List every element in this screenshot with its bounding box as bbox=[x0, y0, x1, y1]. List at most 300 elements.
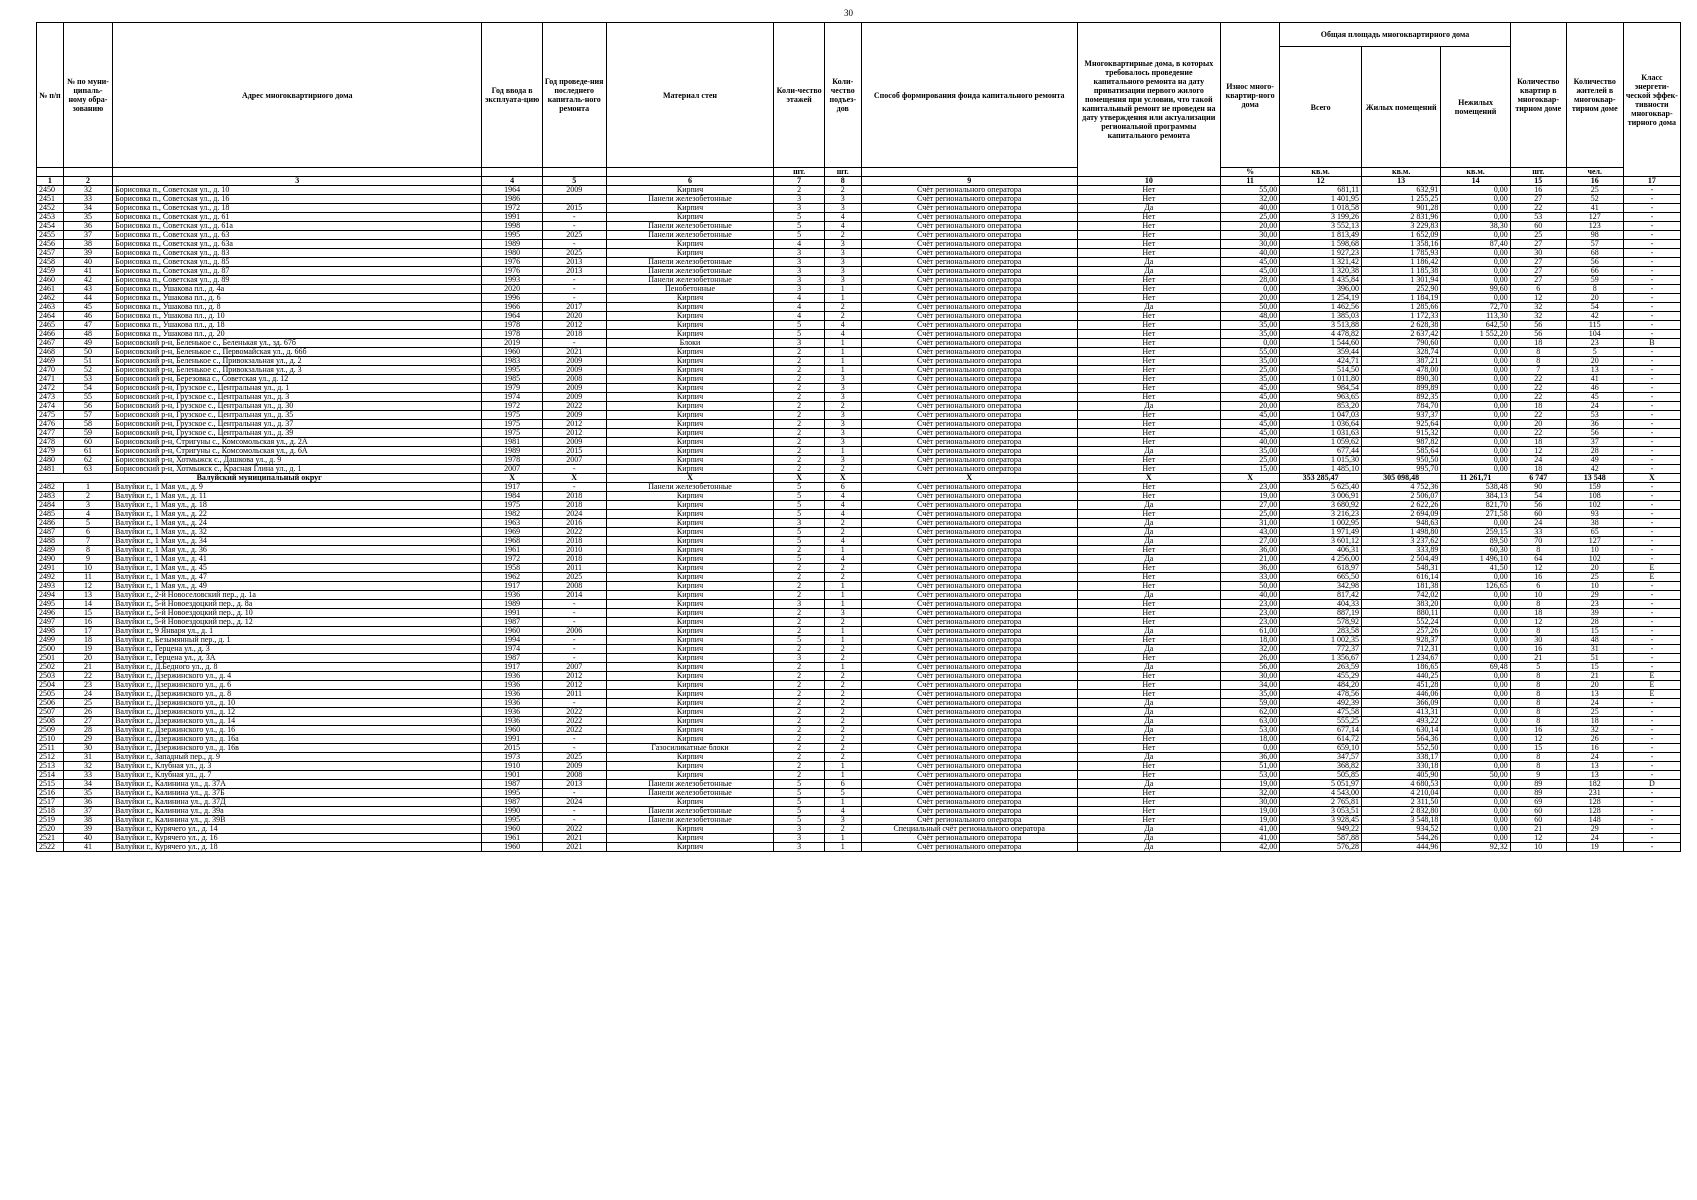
cell-apartments: 6 bbox=[1510, 582, 1566, 591]
table-row bbox=[37, 735, 1681, 744]
cell-fund-method: Счёт регионального оператора bbox=[861, 393, 1077, 402]
cell-entrances: 1 bbox=[824, 294, 861, 303]
table-row bbox=[37, 285, 1681, 294]
cell-fund-method: Счёт регионального оператора bbox=[861, 735, 1077, 744]
cell-residents: 18 bbox=[1566, 717, 1623, 726]
cell-wear-percent: 50,00 bbox=[1220, 303, 1279, 312]
cell-wear-percent: 55,00 bbox=[1220, 186, 1279, 195]
cell-energy-class: - bbox=[1623, 456, 1680, 465]
cell-last-repair-year: 2008 bbox=[542, 582, 606, 591]
cell-fund-method: Счёт регионального оператора bbox=[861, 465, 1077, 474]
cell-fund-method: Счёт регионального оператора bbox=[861, 375, 1077, 384]
cell-floors: 2 bbox=[774, 672, 824, 681]
table-row bbox=[37, 753, 1681, 762]
cell-repair-required: Нет bbox=[1077, 321, 1220, 330]
cell-apartments: 33 bbox=[1510, 528, 1566, 537]
cell-energy-class: - bbox=[1623, 744, 1680, 753]
cell-year-built: 1991 bbox=[482, 735, 542, 744]
cell-row-number: 2521 bbox=[37, 834, 64, 843]
cell-wear-percent: 25,00 bbox=[1220, 213, 1279, 222]
cell-last-repair-year: - bbox=[542, 636, 606, 645]
cell-area-total: 1 485,10 bbox=[1280, 465, 1362, 474]
cell-energy-class: - bbox=[1623, 537, 1680, 546]
cell-entrances: 2 bbox=[824, 312, 861, 321]
table-row bbox=[37, 771, 1681, 780]
cell-area-total: 3 552,13 bbox=[1280, 222, 1362, 231]
cell-last-repair-year: - bbox=[542, 213, 606, 222]
cell-wear-percent: 40,00 bbox=[1220, 249, 1279, 258]
cell-area-total: 2 765,81 bbox=[1280, 798, 1362, 807]
cell-area-residential: 257,26 bbox=[1361, 627, 1440, 636]
cell-fund-method: Счёт регионального оператора bbox=[861, 195, 1077, 204]
cell-apartments: 20 bbox=[1510, 420, 1566, 429]
cell-floors: 3 bbox=[774, 339, 824, 348]
cell-year-built: 1966 bbox=[482, 303, 542, 312]
cell-repair-required: Нет bbox=[1077, 510, 1220, 519]
table-row bbox=[37, 330, 1681, 339]
cell-fund-method: Счёт регионального оператора bbox=[861, 258, 1077, 267]
cell-energy-class: - bbox=[1623, 528, 1680, 537]
cell-area-nonresidential: 1 552,20 bbox=[1441, 330, 1510, 339]
cell-municipal-number: 15 bbox=[63, 609, 112, 618]
cell-municipal-number: 44 bbox=[63, 294, 112, 303]
cell-entrances: 4 bbox=[824, 321, 861, 330]
cell-area-nonresidential: 0,00 bbox=[1441, 195, 1510, 204]
cell-residents: 16 bbox=[1566, 744, 1623, 753]
cell-energy-class: Е bbox=[1623, 564, 1680, 573]
cell-area-nonresidential: 0,00 bbox=[1441, 366, 1510, 375]
cell-address: Борисовский р-н, Стригуны с., Комсомольская ул., д. 6А bbox=[113, 447, 482, 456]
cell-year-built: 1985 bbox=[482, 375, 542, 384]
cell-repair-required: Да bbox=[1077, 267, 1220, 276]
cell-area-residential: 544,26 bbox=[1361, 834, 1440, 843]
cell-area-total: 4 256,00 bbox=[1280, 555, 1362, 564]
group-cell: X bbox=[482, 474, 542, 483]
cell-wear-percent: 45,00 bbox=[1220, 393, 1279, 402]
unit-residents: чел. bbox=[1566, 168, 1623, 177]
cell-residents: 52 bbox=[1566, 195, 1623, 204]
cell-apartments: 8 bbox=[1510, 348, 1566, 357]
cell-residents: 29 bbox=[1566, 591, 1623, 600]
cell-area-total: 514,50 bbox=[1280, 366, 1362, 375]
cell-wear-percent: 56,00 bbox=[1220, 663, 1279, 672]
cell-wear-percent: 63,00 bbox=[1220, 717, 1279, 726]
cell-entrances: 2 bbox=[824, 717, 861, 726]
header-energy-class: Класс энергети-ческой эффек-тивности многоквар-тирного дома bbox=[1623, 23, 1680, 177]
cell-area-total: 618,97 bbox=[1280, 564, 1362, 573]
cell-floors: 5 bbox=[774, 816, 824, 825]
cell-energy-class: - bbox=[1623, 330, 1680, 339]
cell-repair-required: Нет bbox=[1077, 573, 1220, 582]
table-row bbox=[37, 357, 1681, 366]
cell-area-nonresidential: 0,00 bbox=[1441, 267, 1510, 276]
cell-apartments: 8 bbox=[1510, 690, 1566, 699]
cell-last-repair-year: 2022 bbox=[542, 528, 606, 537]
column-number: 7 bbox=[774, 177, 824, 186]
cell-municipal-number: 25 bbox=[63, 699, 112, 708]
cell-municipal-number: 32 bbox=[63, 762, 112, 771]
cell-residents: 13 bbox=[1566, 690, 1623, 699]
cell-residents: 123 bbox=[1566, 222, 1623, 231]
cell-address: Валуйки г., 1 Мая ул., д. 32 bbox=[113, 528, 482, 537]
cell-wall-material: Кирпич bbox=[606, 771, 774, 780]
cell-area-residential: 1 301,94 bbox=[1361, 276, 1440, 285]
cell-residents: 13 bbox=[1566, 762, 1623, 771]
cell-year-built: 2020 bbox=[482, 285, 542, 294]
cell-area-nonresidential: 0,00 bbox=[1441, 249, 1510, 258]
cell-area-total: 1 598,68 bbox=[1280, 240, 1362, 249]
cell-wall-material: Кирпич bbox=[606, 735, 774, 744]
cell-address: Борисовка п., Ушакова пл., д. 18 bbox=[113, 321, 482, 330]
table-row bbox=[37, 762, 1681, 771]
cell-address: Валуйки г., 1 Мая ул., д. 11 bbox=[113, 492, 482, 501]
table-row bbox=[37, 546, 1681, 555]
cell-row-number: 2465 bbox=[37, 321, 64, 330]
cell-apartments: 27 bbox=[1510, 267, 1566, 276]
cell-fund-method: Счёт регионального оператора bbox=[861, 510, 1077, 519]
cell-fund-method: Счёт регионального оператора bbox=[861, 834, 1077, 843]
cell-entrances: 2 bbox=[824, 465, 861, 474]
cell-floors: 2 bbox=[774, 645, 824, 654]
cell-residents: 10 bbox=[1566, 582, 1623, 591]
cell-row-number: 2486 bbox=[37, 519, 64, 528]
cell-fund-method: Счёт регионального оператора bbox=[861, 438, 1077, 447]
cell-residents: 25 bbox=[1566, 573, 1623, 582]
cell-area-residential: 712,31 bbox=[1361, 645, 1440, 654]
cell-apartments: 32 bbox=[1510, 303, 1566, 312]
cell-wall-material: Кирпич bbox=[606, 591, 774, 600]
cell-wear-percent: 0,00 bbox=[1220, 285, 1279, 294]
cell-last-repair-year: - bbox=[542, 699, 606, 708]
cell-area-residential: 1 255,25 bbox=[1361, 195, 1440, 204]
cell-energy-class: - bbox=[1623, 258, 1680, 267]
cell-wall-material: Кирпич bbox=[606, 825, 774, 834]
table-row bbox=[37, 411, 1681, 420]
cell-repair-required: Нет bbox=[1077, 807, 1220, 816]
cell-repair-required: Нет bbox=[1077, 465, 1220, 474]
cell-energy-class: - bbox=[1623, 654, 1680, 663]
cell-area-residential: 784,70 bbox=[1361, 402, 1440, 411]
cell-area-residential: 2 622,26 bbox=[1361, 501, 1440, 510]
column-number: 9 bbox=[861, 177, 1077, 186]
cell-wear-percent: 19,00 bbox=[1220, 807, 1279, 816]
cell-area-total: 1 031,63 bbox=[1280, 429, 1362, 438]
cell-energy-class: - bbox=[1623, 231, 1680, 240]
cell-last-repair-year: 2013 bbox=[542, 267, 606, 276]
cell-energy-class: - bbox=[1623, 213, 1680, 222]
cell-wear-percent: 50,00 bbox=[1220, 582, 1279, 591]
cell-area-total: 1 813,49 bbox=[1280, 231, 1362, 240]
cell-energy-class: - bbox=[1623, 501, 1680, 510]
table-row bbox=[37, 492, 1681, 501]
cell-year-built: 1960 bbox=[482, 825, 542, 834]
cell-address: Валуйки г., Калинина ул., д. 37А bbox=[113, 780, 482, 789]
cell-address: Валуйки г., Курячего ул., д. 14 bbox=[113, 825, 482, 834]
cell-residents: 13 bbox=[1566, 771, 1623, 780]
cell-wear-percent: 33,00 bbox=[1220, 573, 1279, 582]
column-numbers-row bbox=[37, 177, 1681, 186]
cell-area-total: 263,59 bbox=[1280, 663, 1362, 672]
cell-year-built: 1981 bbox=[482, 438, 542, 447]
cell-fund-method: Счёт регионального оператора bbox=[861, 672, 1077, 681]
cell-residents: 31 bbox=[1566, 645, 1623, 654]
table-row bbox=[37, 186, 1681, 195]
cell-energy-class: - bbox=[1623, 411, 1680, 420]
cell-address: Валуйки г., 1 Мая ул., д. 45 bbox=[113, 564, 482, 573]
cell-row-number: 2451 bbox=[37, 195, 64, 204]
cell-wall-material: Кирпич bbox=[606, 717, 774, 726]
cell-year-built: 1958 bbox=[482, 564, 542, 573]
cell-fund-method: Счёт регионального оператора bbox=[861, 204, 1077, 213]
cell-municipal-number: 34 bbox=[63, 204, 112, 213]
group-cell: X bbox=[1623, 474, 1680, 483]
cell-wear-percent: 28,00 bbox=[1220, 276, 1279, 285]
cell-municipal-number: 39 bbox=[63, 825, 112, 834]
cell-year-built: 1960 bbox=[482, 348, 542, 357]
cell-apartments: 8 bbox=[1510, 357, 1566, 366]
cell-area-nonresidential: 0,00 bbox=[1441, 456, 1510, 465]
cell-row-number: 2479 bbox=[37, 447, 64, 456]
cell-municipal-number: 22 bbox=[63, 672, 112, 681]
cell-area-nonresidential: 0,00 bbox=[1441, 798, 1510, 807]
cell-address: Валуйки г., 5-й Новоездоцкий пер., д. 10 bbox=[113, 609, 482, 618]
cell-last-repair-year: - bbox=[542, 645, 606, 654]
cell-area-nonresidential: 113,30 bbox=[1441, 312, 1510, 321]
cell-area-nonresidential: 0,00 bbox=[1441, 636, 1510, 645]
cell-repair-required: Нет bbox=[1077, 312, 1220, 321]
cell-area-nonresidential: 0,00 bbox=[1441, 780, 1510, 789]
header-area-residential: Жилых помещений bbox=[1361, 47, 1440, 168]
cell-fund-method: Специальный счёт регионального оператора bbox=[861, 825, 1077, 834]
cell-residents: 98 bbox=[1566, 231, 1623, 240]
cell-municipal-number: 52 bbox=[63, 366, 112, 375]
cell-year-built: 1987 bbox=[482, 780, 542, 789]
cell-municipal-number: 33 bbox=[63, 195, 112, 204]
cell-municipal-number: 23 bbox=[63, 681, 112, 690]
cell-row-number: 2520 bbox=[37, 825, 64, 834]
group-residents: 13 548 bbox=[1566, 474, 1623, 483]
cell-fund-method: Счёт регионального оператора bbox=[861, 564, 1077, 573]
cell-area-residential: 880,11 bbox=[1361, 609, 1440, 618]
cell-municipal-number: 29 bbox=[63, 735, 112, 744]
cell-row-number: 2450 bbox=[37, 186, 64, 195]
cell-energy-class: - bbox=[1623, 249, 1680, 258]
cell-area-nonresidential: 99,60 bbox=[1441, 285, 1510, 294]
cell-wall-material: Пенобетонные bbox=[606, 285, 774, 294]
cell-repair-required: Нет bbox=[1077, 564, 1220, 573]
cell-area-nonresidential: 0,00 bbox=[1441, 420, 1510, 429]
cell-floors: 2 bbox=[774, 591, 824, 600]
cell-residents: 15 bbox=[1566, 663, 1623, 672]
table-header bbox=[37, 23, 1681, 186]
cell-energy-class: - bbox=[1623, 483, 1680, 492]
cell-year-built: 1961 bbox=[482, 834, 542, 843]
cell-wear-percent: 20,00 bbox=[1220, 294, 1279, 303]
cell-energy-class: - bbox=[1623, 546, 1680, 555]
cell-entrances: 3 bbox=[824, 456, 861, 465]
cell-address: Валуйки г., 1 Мая ул., д. 41 bbox=[113, 555, 482, 564]
cell-floors: 3 bbox=[774, 285, 824, 294]
cell-repair-required: Нет bbox=[1077, 357, 1220, 366]
cell-year-built: 1980 bbox=[482, 249, 542, 258]
cell-wear-percent: 0,00 bbox=[1220, 339, 1279, 348]
cell-residents: 182 bbox=[1566, 780, 1623, 789]
cell-row-number: 2470 bbox=[37, 366, 64, 375]
table-row bbox=[37, 708, 1681, 717]
cell-address: Валуйки г., Дзержинского ул., д. 16а bbox=[113, 735, 482, 744]
cell-last-repair-year: 2018 bbox=[542, 537, 606, 546]
cell-wall-material: Кирпич bbox=[606, 204, 774, 213]
cell-row-number: 2512 bbox=[37, 753, 64, 762]
table-row bbox=[37, 258, 1681, 267]
cell-fund-method: Счёт регионального оператора bbox=[861, 501, 1077, 510]
cell-wear-percent: 35,00 bbox=[1220, 357, 1279, 366]
cell-row-number: 2488 bbox=[37, 537, 64, 546]
cell-area-total: 4 478,82 bbox=[1280, 330, 1362, 339]
cell-entrances: 2 bbox=[824, 645, 861, 654]
cell-apartments: 30 bbox=[1510, 636, 1566, 645]
cell-wear-percent: 45,00 bbox=[1220, 267, 1279, 276]
cell-area-total: 659,10 bbox=[1280, 744, 1362, 753]
cell-residents: 42 bbox=[1566, 312, 1623, 321]
cell-repair-required: Нет bbox=[1077, 582, 1220, 591]
cell-address: Борисовский р-н, Беленькое с., Первомайская ул., д. 66б bbox=[113, 348, 482, 357]
cell-address: Валуйки г., Герцена ул., д. 3А bbox=[113, 654, 482, 663]
cell-area-total: 1 254,19 bbox=[1280, 294, 1362, 303]
cell-year-built: 1978 bbox=[482, 456, 542, 465]
cell-apartments: 22 bbox=[1510, 393, 1566, 402]
cell-energy-class: - bbox=[1623, 717, 1680, 726]
cell-area-total: 853,20 bbox=[1280, 402, 1362, 411]
cell-row-number: 2484 bbox=[37, 501, 64, 510]
cell-municipal-number: 41 bbox=[63, 843, 112, 852]
cell-last-repair-year: 2018 bbox=[542, 555, 606, 564]
cell-floors: 2 bbox=[774, 429, 824, 438]
cell-floors: 4 bbox=[774, 312, 824, 321]
cell-fund-method: Счёт регионального оператора bbox=[861, 537, 1077, 546]
cell-residents: 23 bbox=[1566, 600, 1623, 609]
header-total-area: Общая площадь многоквартирного дома bbox=[1280, 23, 1511, 47]
cell-municipal-number: 39 bbox=[63, 249, 112, 258]
table-body-valuysky bbox=[37, 483, 1681, 852]
cell-fund-method: Счёт регионального оператора bbox=[861, 366, 1077, 375]
page-number: 30 bbox=[844, 8, 853, 18]
cell-last-repair-year: - bbox=[542, 276, 606, 285]
cell-municipal-number: 60 bbox=[63, 438, 112, 447]
cell-address: Борисовский р-н, Грузское с., Центральная ул., д. 3 bbox=[113, 393, 482, 402]
cell-area-residential: 413,31 bbox=[1361, 708, 1440, 717]
table-row bbox=[37, 717, 1681, 726]
cell-floors: 5 bbox=[774, 528, 824, 537]
cell-year-built: 1901 bbox=[482, 771, 542, 780]
cell-energy-class: - bbox=[1623, 393, 1680, 402]
cell-municipal-number: 36 bbox=[63, 222, 112, 231]
cell-last-repair-year: 2009 bbox=[542, 411, 606, 420]
cell-row-number: 2459 bbox=[37, 267, 64, 276]
cell-energy-class: - bbox=[1623, 807, 1680, 816]
cell-energy-class: - bbox=[1623, 699, 1680, 708]
cell-area-nonresidential: 0,00 bbox=[1441, 447, 1510, 456]
cell-year-built: 1936 bbox=[482, 672, 542, 681]
cell-residents: 115 bbox=[1566, 321, 1623, 330]
cell-apartments: 27 bbox=[1510, 258, 1566, 267]
cell-repair-required: Да bbox=[1077, 717, 1220, 726]
cell-area-residential: 2 694,09 bbox=[1361, 510, 1440, 519]
cell-row-number: 2489 bbox=[37, 546, 64, 555]
cell-area-total: 5 625,40 bbox=[1280, 483, 1362, 492]
cell-apartments: 56 bbox=[1510, 330, 1566, 339]
cell-apartments: 54 bbox=[1510, 492, 1566, 501]
cell-apartments: 9 bbox=[1510, 771, 1566, 780]
cell-area-total: 614,72 bbox=[1280, 735, 1362, 744]
unit-wear: % bbox=[1220, 168, 1279, 177]
cell-energy-class: - bbox=[1623, 420, 1680, 429]
cell-fund-method: Счёт регионального оператора bbox=[861, 294, 1077, 303]
cell-fund-method: Счёт регионального оператора bbox=[861, 384, 1077, 393]
cell-repair-required: Да bbox=[1077, 780, 1220, 789]
column-number: 16 bbox=[1566, 177, 1623, 186]
cell-address: Валуйки г., Д.Бедного ул., д. 8 bbox=[113, 663, 482, 672]
cell-wall-material: Кирпич bbox=[606, 492, 774, 501]
column-number: 11 bbox=[1220, 177, 1279, 186]
cell-residents: 29 bbox=[1566, 825, 1623, 834]
table-row bbox=[37, 582, 1681, 591]
cell-repair-required: Нет bbox=[1077, 600, 1220, 609]
cell-wear-percent: 27,00 bbox=[1220, 537, 1279, 546]
cell-area-nonresidential: 0,00 bbox=[1441, 708, 1510, 717]
cell-entrances: 2 bbox=[824, 519, 861, 528]
cell-municipal-number: 1 bbox=[63, 483, 112, 492]
cell-area-residential: 548,31 bbox=[1361, 564, 1440, 573]
cell-year-built: 1991 bbox=[482, 609, 542, 618]
cell-area-total: 1 011,80 bbox=[1280, 375, 1362, 384]
cell-area-total: 4 543,00 bbox=[1280, 789, 1362, 798]
cell-wear-percent: 45,00 bbox=[1220, 411, 1279, 420]
table-row bbox=[37, 690, 1681, 699]
cell-wall-material: Кирпич bbox=[606, 708, 774, 717]
cell-area-nonresidential: 69,48 bbox=[1441, 663, 1510, 672]
cell-energy-class: Е bbox=[1623, 690, 1680, 699]
cell-area-nonresidential: 0,00 bbox=[1441, 258, 1510, 267]
cell-area-total: 347,57 bbox=[1280, 753, 1362, 762]
cell-floors: 2 bbox=[774, 627, 824, 636]
cell-municipal-number: 31 bbox=[63, 753, 112, 762]
cell-energy-class: - bbox=[1623, 276, 1680, 285]
cell-last-repair-year: 2006 bbox=[542, 627, 606, 636]
cell-entrances: 4 bbox=[824, 807, 861, 816]
cell-floors: 2 bbox=[774, 438, 824, 447]
cell-floors: 5 bbox=[774, 807, 824, 816]
cell-area-nonresidential: 0,00 bbox=[1441, 600, 1510, 609]
cell-address: Валуйки г., Дзержинского ул., д. 4 bbox=[113, 672, 482, 681]
cell-year-built: 1974 bbox=[482, 645, 542, 654]
cell-row-number: 2478 bbox=[37, 438, 64, 447]
cell-fund-method: Счёт регионального оператора bbox=[861, 780, 1077, 789]
cell-area-residential: 366,09 bbox=[1361, 699, 1440, 708]
cell-repair-required: Нет bbox=[1077, 609, 1220, 618]
cell-row-number: 2487 bbox=[37, 528, 64, 537]
cell-repair-required: Нет bbox=[1077, 213, 1220, 222]
cell-address: Борисовка п., Советская ул., д. 85 bbox=[113, 258, 482, 267]
cell-year-built: 1995 bbox=[482, 366, 542, 375]
cell-energy-class: - bbox=[1623, 735, 1680, 744]
table-row bbox=[37, 609, 1681, 618]
cell-residents: 45 bbox=[1566, 393, 1623, 402]
cell-repair-required: Да bbox=[1077, 447, 1220, 456]
table-row bbox=[37, 564, 1681, 573]
cell-year-built: 1993 bbox=[482, 276, 542, 285]
cell-area-total: 963,65 bbox=[1280, 393, 1362, 402]
